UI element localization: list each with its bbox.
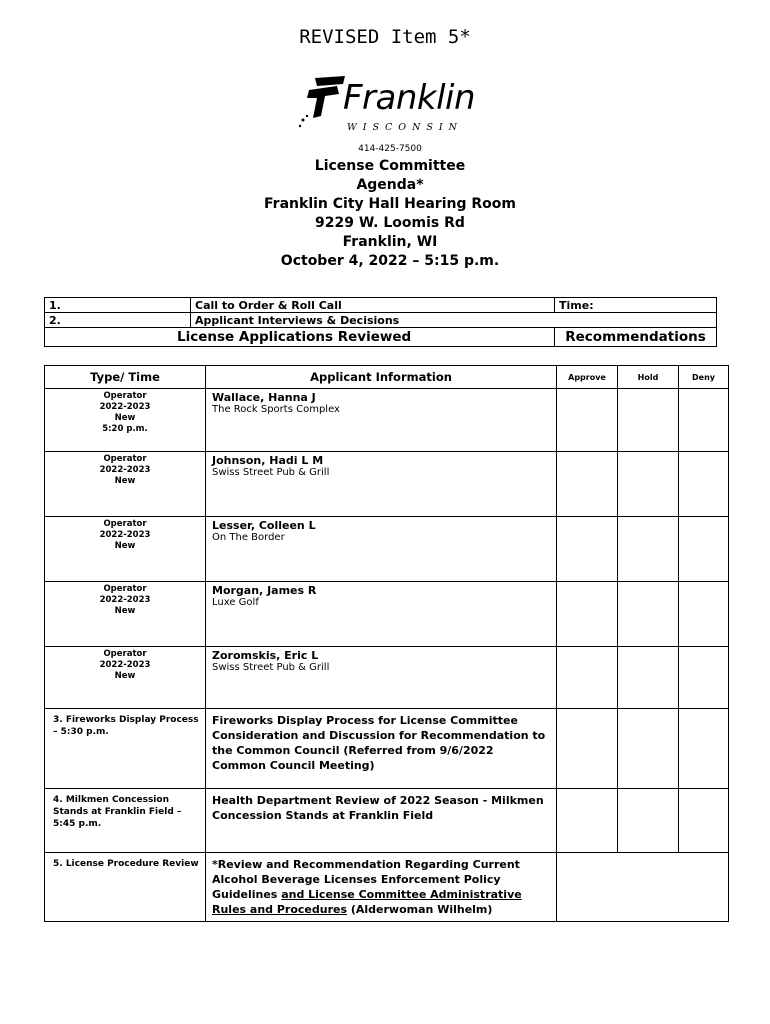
approve-cell [557,582,618,647]
applicant-business: Swiss Street Pub & Grill [212,662,330,673]
recommendations-heading: Recommendations [555,328,717,347]
hold-cell [618,582,679,647]
deny-cell [679,582,729,647]
applicant-name: Lesser, Colleen L [212,519,316,532]
license-status: New [114,476,136,486]
hold-cell [618,647,679,709]
deny-cell [679,517,729,582]
time-label: Time: [555,298,717,313]
applicant-cell [206,647,557,709]
item3-type: 3. Fireworks Display Process – 5:30 p.m. [45,709,206,789]
item-number: 1. [45,298,191,313]
item5-info-underlined: and License Committee Administrative Rules and Procedures [212,888,522,916]
hold-cell [618,452,679,517]
committee-title: License Committee [314,158,466,174]
table-row [45,298,717,313]
section-heading: License Applications Reviewed [45,328,555,347]
meeting-date: October 4, 2022 – 5:15 p.m. [280,253,500,269]
hold-cell [618,789,679,853]
table-row [45,313,717,328]
applicant-business: Luxe Golf [212,597,259,608]
recommendation-cell [557,853,729,922]
item4-type: 4. Milkmen Concession Stands at Franklin Field – 5:45 p.m. [45,789,206,853]
meeting-address: 9229 W. Loomis Rd [315,215,465,231]
license-status: New [114,541,136,551]
applicant-name: Zoromskis, Eric L [212,649,319,662]
table-row [45,517,729,582]
phone-number: 414-425-7500 [358,144,422,154]
type-cell [45,517,206,582]
license-status: New [114,606,136,616]
license-year: 2022-2023 [99,402,151,412]
approve-cell [557,709,618,789]
type-cell [45,582,206,647]
applicant-cell [206,517,557,582]
applicant-business: Swiss Street Pub & Grill [212,467,330,478]
logo-state: WISCONSIN [347,122,463,133]
deny-cell [679,789,729,853]
table-row [45,853,729,922]
table-row [45,389,729,452]
item-label: Applicant Interviews & Decisions [191,313,717,328]
hold-cell [618,709,679,789]
col-applicant-info: Applicant Information [206,366,557,389]
revised-item-label: REVISED Item 5* [299,26,471,48]
meeting-city: Franklin, WI [342,234,438,250]
approve-cell [557,789,618,853]
deny-cell [679,709,729,789]
license-year: 2022-2023 [99,530,151,540]
license-status: New [114,413,136,423]
applicant-name: Johnson, Hadi L M [212,454,324,467]
deny-cell [679,389,729,452]
table-row [45,647,729,709]
license-type: Operator [103,649,147,659]
item5-type: 5. License Procedure Review [45,853,206,922]
license-year: 2022-2023 [99,595,151,605]
item-label: Call to Order & Roll Call [191,298,555,313]
table-row [45,452,729,517]
license-status: New [114,671,136,681]
col-type-time: Type/ Time [45,366,206,389]
applicant-cell [206,452,557,517]
approve-cell [557,647,618,709]
item5-info [206,853,557,922]
license-type: Operator [103,584,147,594]
license-type: Operator [103,391,147,401]
approve-cell [557,517,618,582]
logo-name: Franklin [343,78,476,118]
applicant-business: On The Border [212,532,285,543]
agenda-title: Agenda* [356,177,424,193]
col-deny: Deny [679,366,729,389]
item-number: 2. [45,313,191,328]
applicant-business: The Rock Sports Complex [212,404,340,415]
table-header-row [45,366,729,389]
hold-cell [618,517,679,582]
agenda-top-table [44,297,717,347]
license-year: 2022-2023 [99,660,151,670]
approve-cell [557,452,618,517]
license-time: 5:20 p.m. [102,424,148,434]
item4-info: Health Department Review of 2022 Season - Milkmen Concession Stands at Franklin Field [206,789,557,853]
franklin-logo [295,72,495,138]
license-year: 2022-2023 [99,465,151,475]
type-cell [45,647,206,709]
approve-cell [557,389,618,452]
applications-table [44,365,729,922]
deny-cell [679,452,729,517]
deny-cell [679,647,729,709]
type-cell [45,389,206,452]
col-approve: Approve [557,366,618,389]
item5-info-text: *Review and Recommendation Regarding Current Alcohol Beverage Licenses Enforcement Policy Guidelines [212,858,520,901]
table-row [45,789,729,853]
meeting-location: Franklin City Hall Hearing Room [264,196,516,212]
applicant-name: Morgan, James R [212,584,317,597]
applicant-cell [206,582,557,647]
col-hold: Hold [618,366,679,389]
applicant-name: Wallace, Hanna J [212,391,316,404]
item3-info: Fireworks Display Process for License Committee Consideration and Discussion for Recommendation to the Common Council (Referred from 9/6/2022 Common Council Meeting) [206,709,557,789]
license-type: Operator [103,519,147,529]
type-cell [45,452,206,517]
applicant-cell [206,389,557,452]
table-row [45,709,729,789]
table-row [45,328,717,347]
table-row [45,582,729,647]
item5-info-author: (Alderwoman Wilhelm) [347,903,493,916]
hold-cell [618,389,679,452]
license-type: Operator [103,454,147,464]
